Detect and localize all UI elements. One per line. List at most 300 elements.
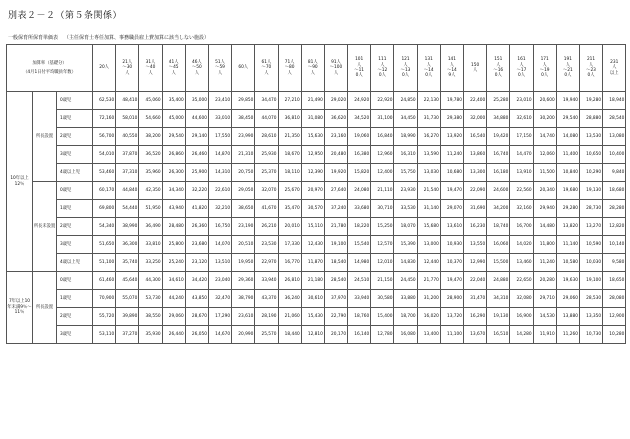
unit-price-cell: 25,280 bbox=[487, 92, 510, 110]
unit-price-cell: 20,480 bbox=[324, 146, 347, 164]
unit-price-cell: 44,300 bbox=[139, 272, 162, 290]
capacity-column-header bbox=[394, 45, 417, 92]
unit-price-cell: 28,190 bbox=[255, 308, 278, 326]
unit-price-cell: 31,100 bbox=[371, 110, 394, 128]
table-row bbox=[7, 200, 626, 218]
unit-price-cell: 26,440 bbox=[162, 326, 185, 344]
capacity-column-header bbox=[556, 45, 579, 92]
unit-price-cell: 13,820 bbox=[556, 218, 579, 236]
capacity-header-line: 9人 bbox=[448, 73, 456, 79]
capacity-header-line: 211 bbox=[586, 57, 596, 63]
capacity-header-line: 人 bbox=[542, 62, 547, 68]
unit-price-cell: 40,550 bbox=[116, 128, 139, 146]
unit-price-cell: 21,150 bbox=[371, 272, 394, 290]
unit-price-cell: 15,110 bbox=[301, 218, 324, 236]
unit-price-cell: 18,670 bbox=[278, 146, 301, 164]
table-body bbox=[7, 92, 626, 344]
unit-price-cell: 31,730 bbox=[417, 110, 440, 128]
unit-price-cell: 19,940 bbox=[556, 92, 579, 110]
unit-price-cell: 25,900 bbox=[185, 164, 208, 182]
unit-price-cell: 35,000 bbox=[185, 92, 208, 110]
table-row bbox=[7, 110, 626, 128]
subtitle-note: （主任保育士専任加算、事務職員雇上費加算に該当しない施設） bbox=[64, 35, 210, 41]
unit-price-cell: 28,080 bbox=[603, 290, 626, 308]
unit-price-cell: 21,110 bbox=[371, 182, 394, 200]
unit-price-cell: 35,470 bbox=[278, 200, 301, 218]
unit-price-cell: 23,610 bbox=[232, 308, 255, 326]
capacity-header-line: 0人 bbox=[425, 73, 433, 79]
unit-price-cell: 53,730 bbox=[139, 290, 162, 308]
unit-price-cell: 38,650 bbox=[232, 200, 255, 218]
unit-price-cell: 44,840 bbox=[116, 182, 139, 200]
unit-price-cell: 13,510 bbox=[208, 254, 231, 272]
unit-price-cell: 24,080 bbox=[348, 182, 371, 200]
unit-price-cell: 20,340 bbox=[533, 182, 556, 200]
capacity-header-line: 61人 bbox=[261, 59, 272, 65]
unit-price-cell: 45,060 bbox=[139, 92, 162, 110]
unit-price-cell: 53,110 bbox=[93, 326, 116, 344]
capacity-header-line: 31人 bbox=[145, 59, 156, 65]
unit-price-cell: 29,540 bbox=[162, 128, 185, 146]
unit-price-cell: 29,540 bbox=[556, 110, 579, 128]
unit-price-cell: 14,310 bbox=[208, 164, 231, 182]
capacity-header-line: ～23 bbox=[586, 68, 596, 73]
unit-price-cell: 14,670 bbox=[208, 326, 231, 344]
capacity-column-header bbox=[139, 45, 162, 92]
unit-price-cell: 16,020 bbox=[417, 308, 440, 326]
capacity-header-line: 81人 bbox=[307, 59, 318, 65]
unit-price-cell: 20,970 bbox=[301, 182, 324, 200]
unit-price-cell: 10,650 bbox=[579, 146, 602, 164]
unit-price-cell: 23,010 bbox=[510, 92, 533, 110]
unit-price-cell: 16,510 bbox=[487, 326, 510, 344]
table-row bbox=[7, 272, 626, 290]
unit-price-cell: 21,770 bbox=[417, 272, 440, 290]
unit-price-cell: 38,550 bbox=[139, 308, 162, 326]
unit-price-cell: 18,700 bbox=[394, 308, 417, 326]
age-label: 3歳児 bbox=[57, 326, 93, 344]
capacity-column-header bbox=[324, 45, 347, 92]
capacity-header-line: ～17 bbox=[516, 68, 527, 73]
unit-price-cell: 23,680 bbox=[185, 236, 208, 254]
capacity-header-line: ～40 bbox=[145, 65, 156, 71]
capacity-column-header bbox=[185, 45, 208, 92]
unit-price-cell: 13,530 bbox=[579, 128, 602, 146]
unit-price-cell: 23,040 bbox=[208, 272, 231, 290]
capacity-header-line: 人 bbox=[496, 62, 501, 68]
unit-price-cell: 30,710 bbox=[371, 200, 394, 218]
unit-price-cell: 20,600 bbox=[533, 92, 556, 110]
capacity-header-line: 人 bbox=[310, 70, 315, 76]
capacity-header-line: 人 bbox=[403, 62, 408, 68]
unit-price-cell: 39,890 bbox=[116, 308, 139, 326]
unit-price-cell: 36,810 bbox=[278, 110, 301, 128]
unit-price-cell: 38,990 bbox=[116, 218, 139, 236]
capacity-column-header bbox=[208, 45, 231, 92]
capacity-header-line: ～14 bbox=[423, 68, 434, 73]
capacity-header-line: 101 bbox=[355, 57, 364, 63]
unit-price-cell: 36,490 bbox=[139, 218, 162, 236]
unit-price-cell: 29,940 bbox=[533, 200, 556, 218]
capacity-header-line: ～50 bbox=[191, 65, 202, 71]
unit-price-cell: 29,360 bbox=[232, 272, 255, 290]
unit-price-cell: 21,490 bbox=[301, 92, 324, 110]
unit-price-cell: 37,310 bbox=[116, 164, 139, 182]
unit-price-cell: 21,540 bbox=[417, 182, 440, 200]
unit-price-cell: 28,900 bbox=[440, 290, 463, 308]
unit-price-cell: 22,040 bbox=[464, 272, 487, 290]
unit-price-cell: 16,900 bbox=[510, 308, 533, 326]
capacity-column-header bbox=[440, 45, 463, 92]
age-label: 2歳児 bbox=[57, 128, 93, 146]
unit-price-cell: 14,280 bbox=[510, 326, 533, 344]
capacity-column-header bbox=[301, 45, 324, 92]
capacity-header-line: 121 bbox=[401, 57, 410, 63]
unit-price-cell: 12,060 bbox=[533, 146, 556, 164]
capacity-header-line: 111 bbox=[378, 57, 387, 63]
unit-price-cell: 37,870 bbox=[116, 146, 139, 164]
director-status-label: 所長未設置 bbox=[33, 182, 57, 272]
unit-price-cell: 32,470 bbox=[208, 290, 231, 308]
capacity-header-line: 191 bbox=[563, 57, 572, 63]
unit-price-cell: 23,190 bbox=[232, 218, 255, 236]
unit-price-cell: 22,610 bbox=[208, 182, 231, 200]
unit-price-cell: 28,540 bbox=[324, 272, 347, 290]
unit-price-cell: 21,780 bbox=[324, 218, 347, 236]
capacity-header-line: 20人 bbox=[99, 65, 109, 71]
unit-price-cell: 44,240 bbox=[162, 290, 185, 308]
table-row bbox=[7, 128, 626, 146]
unit-price-cell: 22,400 bbox=[464, 92, 487, 110]
unit-price-cell: 28,280 bbox=[603, 200, 626, 218]
unit-price-cell: 32,080 bbox=[510, 290, 533, 308]
unit-price-cell: 18,760 bbox=[348, 308, 371, 326]
unit-price-cell: 23,930 bbox=[394, 182, 417, 200]
capacity-header-line: ～14 bbox=[447, 68, 457, 73]
capacity-header-line: ～12 bbox=[377, 68, 388, 73]
age-label: 1歳児 bbox=[57, 290, 93, 308]
table-row bbox=[7, 254, 626, 272]
capacity-column-header bbox=[93, 45, 116, 92]
experience-group-label: 7年以上10年未満9％～11％ bbox=[7, 272, 33, 344]
unit-price-cell: 34,340 bbox=[162, 182, 185, 200]
capacity-header-line: 人 bbox=[194, 70, 199, 76]
unit-price-cell: 18,650 bbox=[603, 272, 626, 290]
unit-price-cell: 11,100 bbox=[440, 326, 463, 344]
unit-price-cell: 33,880 bbox=[394, 290, 417, 308]
unit-price-cell: 13,860 bbox=[464, 146, 487, 164]
capacity-header-line: 91人 bbox=[331, 59, 341, 65]
unit-price-cell: 36,620 bbox=[324, 110, 347, 128]
unit-price-cell: 19,630 bbox=[556, 272, 579, 290]
age-label: 0歳児 bbox=[57, 272, 93, 290]
capacity-header-line: 人 bbox=[217, 70, 223, 76]
unit-price-cell: 11,400 bbox=[556, 146, 579, 164]
unit-price-cell: 29,060 bbox=[162, 308, 185, 326]
unit-price-cell: 34,610 bbox=[162, 272, 185, 290]
unit-price-cell: 19,100 bbox=[324, 236, 347, 254]
unit-price-cell: 18,540 bbox=[324, 254, 347, 272]
unit-price-cell: 15,390 bbox=[394, 236, 417, 254]
unit-price-cell: 55,070 bbox=[116, 290, 139, 308]
capacity-header-line: ～11 bbox=[354, 68, 365, 73]
page-title: 別表２－２（第５条関係） bbox=[8, 11, 123, 21]
age-label: 4歳以上児 bbox=[57, 254, 93, 272]
unit-price-cell: 16,270 bbox=[417, 128, 440, 146]
capacity-header-line: 0人 bbox=[541, 73, 549, 79]
unit-price-cell: 22,920 bbox=[371, 92, 394, 110]
unit-price-cell: 14,980 bbox=[348, 254, 371, 272]
unit-price-cell: 14,740 bbox=[533, 128, 556, 146]
unit-price-cell: 28,730 bbox=[579, 200, 602, 218]
capacity-header-line: 人 bbox=[472, 68, 478, 73]
unit-price-cell: 11,260 bbox=[556, 326, 579, 344]
unit-price-cell: 28,670 bbox=[185, 308, 208, 326]
capacity-header-line: 150 bbox=[471, 62, 480, 68]
unit-price-cell: 12,990 bbox=[464, 254, 487, 272]
unit-price-cell: 21,180 bbox=[301, 272, 324, 290]
unit-price-cell: 19,060 bbox=[348, 128, 371, 146]
unit-price-cell: 16,380 bbox=[348, 146, 371, 164]
table-row bbox=[7, 236, 626, 254]
unit-price-cell: 29,140 bbox=[185, 128, 208, 146]
unit-price-cell: 22,130 bbox=[417, 92, 440, 110]
unit-price-cell: 32,070 bbox=[255, 182, 278, 200]
unit-price-cell: 18,990 bbox=[394, 128, 417, 146]
unit-price-cell: 19,280 bbox=[579, 92, 602, 110]
unit-price-cell: 31,200 bbox=[417, 290, 440, 308]
unit-price-cell: 12,430 bbox=[301, 236, 324, 254]
kasan-label: 加算率（基礎分） bbox=[32, 61, 67, 67]
unit-price-cell: 51,100 bbox=[93, 254, 116, 272]
unit-price-table bbox=[6, 44, 626, 344]
unit-price-cell: 26,810 bbox=[278, 272, 301, 290]
unit-price-cell: 18,220 bbox=[348, 218, 371, 236]
unit-price-cell: 23,990 bbox=[232, 128, 255, 146]
unit-price-cell: 43,940 bbox=[162, 200, 185, 218]
capacity-header-line: 51人 bbox=[215, 59, 225, 65]
experience-group-label: 10年以上12％ bbox=[7, 92, 33, 272]
unit-price-cell: 10,840 bbox=[556, 164, 579, 182]
unit-price-cell: 45,000 bbox=[162, 110, 185, 128]
age-label: 0歳児 bbox=[57, 92, 93, 110]
unit-price-cell: 10,140 bbox=[603, 236, 626, 254]
unit-price-cell: 13,400 bbox=[417, 326, 440, 344]
capacity-header-line: 人 bbox=[449, 62, 455, 68]
capacity-column-header bbox=[278, 45, 301, 92]
unit-price-cell: 19,950 bbox=[232, 254, 255, 272]
unit-price-cell: 12,440 bbox=[417, 254, 440, 272]
table-row bbox=[7, 182, 626, 200]
unit-price-cell: 35,400 bbox=[162, 92, 185, 110]
capacity-header-line: 0人 bbox=[355, 73, 363, 79]
capacity-column-header bbox=[603, 45, 626, 92]
unit-price-cell: 20,510 bbox=[232, 236, 255, 254]
capacity-header-line: 0人 bbox=[587, 73, 595, 79]
unit-price-cell: 11,240 bbox=[440, 146, 463, 164]
unit-price-cell: 31,470 bbox=[464, 290, 487, 308]
unit-price-cell: 34,420 bbox=[185, 272, 208, 290]
unit-price-cell: 24,880 bbox=[487, 272, 510, 290]
capacity-header-line: 41人 bbox=[168, 59, 179, 65]
table-subtitle bbox=[8, 34, 209, 41]
unit-price-cell: 15,500 bbox=[487, 254, 510, 272]
unit-price-cell: 20,170 bbox=[324, 326, 347, 344]
unit-price-cell: 58,010 bbox=[116, 110, 139, 128]
unit-price-cell: 34,520 bbox=[348, 110, 371, 128]
unit-price-cell: 32,210 bbox=[208, 200, 231, 218]
unit-price-cell: 12,960 bbox=[371, 146, 394, 164]
unit-price-cell: 19,680 bbox=[556, 182, 579, 200]
unit-price-cell: 19,420 bbox=[487, 128, 510, 146]
unit-price-cell: 18,110 bbox=[278, 164, 301, 182]
unit-price-cell: 16,700 bbox=[510, 218, 533, 236]
unit-price-cell: 19,130 bbox=[487, 308, 510, 326]
unit-price-cell: 29,380 bbox=[440, 110, 463, 128]
director-status-label: 所長設置 bbox=[33, 272, 57, 344]
unit-price-cell: 14,080 bbox=[556, 128, 579, 146]
unit-price-cell: 16,060 bbox=[487, 236, 510, 254]
unit-price-cell: 10,930 bbox=[440, 236, 463, 254]
unit-price-cell: 13,270 bbox=[579, 218, 602, 236]
unit-price-cell: 16,180 bbox=[487, 164, 510, 182]
unit-price-cell: 13,000 bbox=[417, 236, 440, 254]
unit-price-cell: 51,650 bbox=[93, 236, 116, 254]
unit-price-cell: 56,700 bbox=[93, 128, 116, 146]
unit-price-cell: 25,670 bbox=[278, 182, 301, 200]
unit-price-cell: 38,450 bbox=[232, 110, 255, 128]
unit-price-cell: 29,070 bbox=[440, 200, 463, 218]
unit-price-cell: 22,970 bbox=[255, 254, 278, 272]
unit-price-cell: 18,070 bbox=[394, 218, 417, 236]
unit-price-cell: 16,230 bbox=[464, 218, 487, 236]
capacity-header-line: 人 bbox=[519, 62, 524, 68]
capacity-header-line: 46人 bbox=[191, 59, 202, 65]
unit-price-cell: 16,770 bbox=[278, 254, 301, 272]
capacity-header-line: 人 bbox=[357, 62, 362, 68]
unit-price-cell: 15,820 bbox=[348, 164, 371, 182]
unit-price-cell: 43,370 bbox=[255, 290, 278, 308]
unit-price-cell: 22,560 bbox=[510, 182, 533, 200]
unit-price-cell: 13,720 bbox=[440, 308, 463, 326]
unit-price-cell: 55,720 bbox=[93, 308, 116, 326]
age-label: 1歳児 bbox=[57, 200, 93, 218]
unit-price-cell: 26,300 bbox=[162, 164, 185, 182]
unit-price-cell: 24,600 bbox=[487, 182, 510, 200]
unit-price-cell: 26,460 bbox=[185, 146, 208, 164]
unit-price-cell: 32,160 bbox=[510, 200, 533, 218]
capacity-header-line: 0人 bbox=[517, 73, 525, 79]
unit-price-cell: 11,500 bbox=[533, 164, 556, 182]
unit-price-cell: 15,630 bbox=[301, 128, 324, 146]
unit-price-cell: 69,800 bbox=[93, 200, 116, 218]
unit-price-cell: 12,400 bbox=[371, 164, 394, 182]
unit-price-cell: 41,820 bbox=[185, 200, 208, 218]
unit-price-cell: 51,950 bbox=[139, 200, 162, 218]
capacity-header-line: 人 bbox=[612, 65, 617, 71]
age-label: 3歳児 bbox=[57, 236, 93, 254]
unit-price-cell: 42,350 bbox=[139, 182, 162, 200]
unit-price-cell: 33,940 bbox=[348, 290, 371, 308]
unit-price-cell: 37,970 bbox=[324, 290, 347, 308]
unit-price-cell: 26,860 bbox=[162, 146, 185, 164]
unit-price-cell: 30,580 bbox=[371, 290, 394, 308]
unit-price-cell: 36,240 bbox=[278, 290, 301, 308]
unit-price-cell: 16,540 bbox=[464, 128, 487, 146]
capacity-column-header bbox=[116, 45, 139, 92]
capacity-header-line: 151 bbox=[494, 57, 503, 63]
unit-price-cell: 43,850 bbox=[185, 290, 208, 308]
unit-price-cell: 18,440 bbox=[278, 326, 301, 344]
unit-price-cell: 36,300 bbox=[116, 236, 139, 254]
capacity-header-line: ～21 bbox=[562, 68, 573, 73]
unit-price-cell: 33,810 bbox=[139, 236, 162, 254]
unit-price-cell: 13,590 bbox=[417, 146, 440, 164]
capacity-column-header bbox=[464, 45, 487, 92]
unit-price-cell: 34,880 bbox=[487, 110, 510, 128]
unit-price-cell: 34,200 bbox=[487, 200, 510, 218]
unit-price-cell: 37,240 bbox=[324, 200, 347, 218]
unit-price-cell: 19,470 bbox=[440, 182, 463, 200]
age-label: 2歳児 bbox=[57, 218, 93, 236]
unit-price-cell: 23,120 bbox=[185, 254, 208, 272]
unit-price-cell: 30,200 bbox=[533, 110, 556, 128]
unit-price-cell: 70,900 bbox=[93, 290, 116, 308]
table-row bbox=[7, 218, 626, 236]
unit-price-cell: 21,350 bbox=[278, 128, 301, 146]
unit-price-cell: 9,580 bbox=[603, 254, 626, 272]
unit-price-cell: 24,450 bbox=[394, 272, 417, 290]
unit-price-cell: 27,640 bbox=[324, 182, 347, 200]
unit-price-cell: 37,270 bbox=[116, 326, 139, 344]
capacity-header-line: 以上 bbox=[609, 70, 619, 76]
unit-price-cell: 17,150 bbox=[510, 128, 533, 146]
unit-price-cell: 11,140 bbox=[556, 236, 579, 254]
subtitle-main: 一般保育所保育単価表 bbox=[8, 35, 59, 41]
unit-price-cell: 16,140 bbox=[348, 326, 371, 344]
unit-price-cell: 12,780 bbox=[371, 326, 394, 344]
unit-price-cell: 12,820 bbox=[603, 218, 626, 236]
unit-price-cell: 14,480 bbox=[533, 218, 556, 236]
unit-price-cell: 16,750 bbox=[208, 218, 231, 236]
unit-price-cell: 22,090 bbox=[464, 182, 487, 200]
capacity-header-line: 人 bbox=[148, 70, 153, 76]
capacity-header-line: 0人 bbox=[378, 73, 386, 79]
unit-price-cell: 13,030 bbox=[417, 164, 440, 182]
unit-price-cell: 16,080 bbox=[394, 326, 417, 344]
capacity-column-header bbox=[371, 45, 394, 92]
unit-price-cell: 29,020 bbox=[324, 92, 347, 110]
capacity-header-line: 161 bbox=[517, 57, 526, 63]
unit-price-cell: 14,470 bbox=[510, 146, 533, 164]
unit-price-cell: 18,940 bbox=[603, 92, 626, 110]
unit-price-cell: 34,310 bbox=[487, 290, 510, 308]
unit-price-cell: 32,610 bbox=[510, 110, 533, 128]
unit-price-cell: 20,990 bbox=[232, 326, 255, 344]
unit-price-cell: 13,920 bbox=[440, 128, 463, 146]
unit-price-cell: 62,530 bbox=[93, 92, 116, 110]
age-label: 2歳児 bbox=[57, 308, 93, 326]
unit-price-cell: 13,080 bbox=[603, 128, 626, 146]
capacity-column-header bbox=[417, 45, 440, 92]
unit-price-cell: 28,540 bbox=[603, 110, 626, 128]
unit-price-cell: 19,470 bbox=[440, 272, 463, 290]
table-row bbox=[7, 290, 626, 308]
capacity-header-line: ～70 bbox=[261, 65, 272, 71]
unit-price-cell: 31,690 bbox=[464, 200, 487, 218]
capacity-header-line: 71人 bbox=[284, 59, 295, 65]
capacity-column-header bbox=[510, 45, 533, 92]
